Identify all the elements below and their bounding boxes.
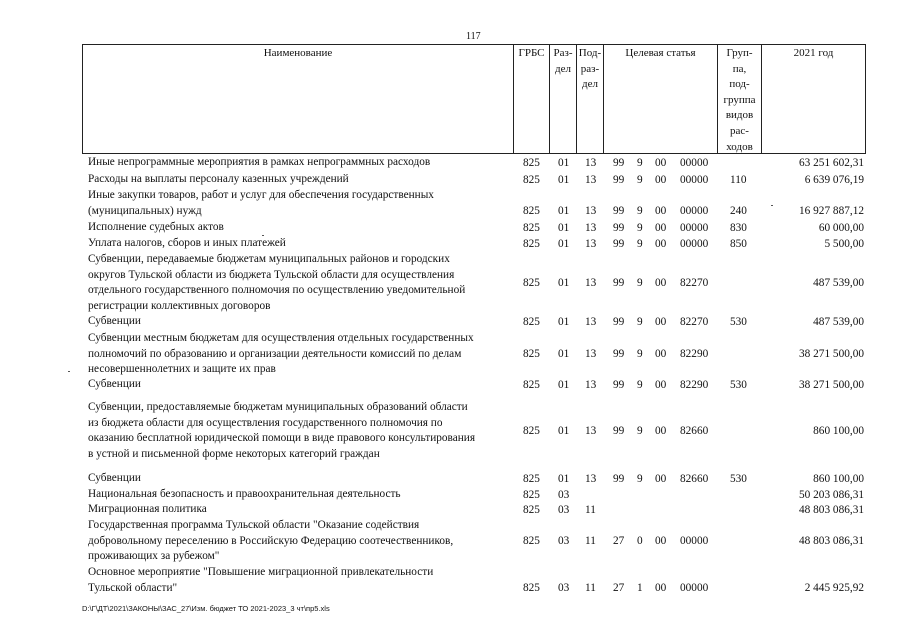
podrazdel-cell: 13 (585, 205, 597, 217)
razdel-cell: 03 (558, 582, 570, 594)
row-name (88, 400, 518, 462)
target-subprogram-cell: 9 (637, 472, 643, 485)
target-subprogram-cell: 9 (637, 276, 643, 289)
amount-cell: 860 100,00 (813, 472, 864, 485)
amount-cell: 860 100,00 (813, 424, 864, 437)
razdel-cell: 01 (558, 424, 570, 437)
row-name-line: из бюджета области для осуществления государственного полномочия по (88, 416, 443, 429)
amount-cell: 16 927 887,12 (799, 205, 864, 217)
target-event-cell: 00 (655, 347, 667, 360)
razdel-cell: 01 (558, 472, 570, 485)
podrazdel-cell: 13 (585, 472, 597, 485)
row-name-line: Субвенции, передаваемые бюджетам муниципальных районов и городских (88, 253, 450, 265)
table-row (82, 471, 866, 487)
target-direction-cell: 82660 (680, 472, 709, 485)
header-name: Наименование (263, 47, 333, 59)
target-program-cell: 99 (613, 221, 625, 234)
grbs-cell: 825 (523, 221, 540, 234)
podrazdel-cell: 13 (585, 378, 597, 391)
row-name-line: Иные закупки товаров, работ и услуг для обеспечения государственных (88, 189, 434, 201)
row-name-line: несовершеннолетних и защите их прав (88, 363, 276, 375)
header-razdel: Раз- дел (549, 45, 576, 153)
target-program-cell: 99 (613, 237, 625, 250)
target-direction-cell: 82290 (680, 347, 709, 360)
target-direction-cell: 00000 (680, 237, 709, 250)
row-name-line: в устной и письменной форме некоторых категорий граждан (88, 447, 380, 460)
target-program-cell: 99 (613, 173, 625, 186)
expense-group-cell: 530 (730, 472, 747, 485)
target-direction-cell: 82270 (680, 315, 709, 328)
target-program-cell: 99 (613, 347, 625, 360)
target-program-cell: 99 (613, 205, 625, 217)
target-direction-cell: 00000 (680, 173, 709, 186)
row-name-line: Миграционная политика (88, 503, 207, 515)
amount-cell: 48 803 086,31 (799, 503, 864, 516)
row-name (88, 471, 518, 487)
row-name-line: Исполнение судебных актов (88, 221, 224, 233)
table-header (82, 44, 866, 154)
amount-cell: 487 539,00 (813, 315, 864, 328)
row-name (88, 487, 518, 503)
target-event-cell: 00 (655, 237, 667, 250)
row-name (88, 236, 518, 252)
row-name (88, 331, 518, 378)
razdel-cell: 03 (558, 534, 570, 547)
grbs-cell: 825 (523, 424, 540, 437)
table-row (82, 188, 866, 219)
target-program-cell: 99 (613, 276, 625, 289)
target-program-cell: 27 (613, 582, 625, 594)
file-path-footer: D:\Г\ДТ\2021\ЗАКОНЫ\ЗАС_27\Изм. бюджет ТО 2021-2023_3 чт\пр5.xls (82, 604, 330, 613)
amount-cell: 6 639 076,19 (804, 173, 864, 186)
table-row (82, 487, 866, 503)
target-subprogram-cell: 0 (637, 534, 643, 547)
razdel-cell: 03 (558, 488, 570, 501)
podrazdel-cell: 13 (585, 173, 597, 186)
expense-group-cell: 240 (730, 205, 747, 217)
page-number: 117 (466, 31, 481, 42)
podrazdel-cell: 13 (585, 276, 597, 289)
amount-cell: 2 445 925,92 (804, 582, 864, 594)
podrazdel-cell: 13 (585, 424, 597, 437)
target-direction-cell: 00000 (680, 205, 709, 217)
target-program-cell: 99 (613, 378, 625, 391)
podrazdel-cell: 13 (585, 315, 597, 328)
razdel-cell: 01 (558, 347, 570, 360)
razdel-cell: 01 (558, 237, 570, 250)
table-row (82, 314, 866, 330)
row-name (88, 518, 518, 565)
row-name (88, 314, 518, 330)
row-name-line: полномочий по образованию и организации деятельности комиссий по делам (88, 347, 462, 360)
row-name-line: Иные непрограммные мероприятия в рамках непрограммных расходов (88, 156, 431, 168)
amount-cell: 5 500,00 (824, 237, 864, 250)
razdel-cell: 01 (558, 156, 570, 169)
grbs-cell: 825 (523, 582, 540, 594)
amount-cell: 38 271 500,00 (799, 378, 864, 391)
target-direction-cell: 00000 (680, 156, 709, 169)
amount-cell: 487 539,00 (813, 276, 864, 289)
razdel-cell: 03 (558, 503, 570, 516)
grbs-cell: 825 (523, 205, 540, 217)
razdel-cell: 01 (558, 378, 570, 391)
grbs-cell: 825 (523, 472, 540, 485)
table-row (82, 377, 866, 393)
amount-cell: 48 803 086,31 (799, 534, 864, 547)
target-program-cell: 99 (613, 424, 625, 437)
target-direction-cell: 82270 (680, 276, 709, 289)
target-subprogram-cell: 9 (637, 237, 643, 250)
target-subprogram-cell: 9 (637, 205, 643, 217)
grbs-cell: 825 (523, 237, 540, 250)
grbs-cell: 825 (523, 488, 540, 501)
amount-cell: 38 271 500,00 (799, 347, 864, 360)
row-name-line: Субвенции местным бюджетам для осуществления отдельных государственных (88, 332, 474, 344)
row-name-line: (муниципальных) нужд (88, 204, 202, 217)
scan-speck (68, 371, 70, 372)
row-name-line: Субвенции (88, 378, 141, 390)
row-name-line: проживающих за рубежом" (88, 550, 220, 562)
row-name-line: Государственная программа Тульской области "Оказание содействия (88, 519, 420, 531)
row-name-line: добровольному переселению в Российскую Федерацию соотечественников, (88, 534, 454, 547)
row-name (88, 220, 518, 236)
target-event-cell: 00 (655, 156, 667, 169)
target-direction-cell: 00000 (680, 582, 709, 594)
expense-group-cell: 830 (730, 221, 747, 234)
row-name (88, 252, 518, 314)
target-subprogram-cell: 9 (637, 378, 643, 391)
podrazdel-cell: 13 (585, 237, 597, 250)
target-event-cell: 00 (655, 472, 667, 485)
grbs-cell: 825 (523, 156, 540, 169)
podrazdel-cell: 13 (585, 156, 597, 169)
target-direction-cell: 00000 (680, 534, 709, 547)
grbs-cell: 825 (523, 315, 540, 328)
scan-speck (771, 205, 773, 206)
row-name-line: Субвенции, предоставляемые бюджетам муниципальных образований области (88, 401, 468, 413)
row-name (88, 565, 518, 596)
target-event-cell: 00 (655, 276, 667, 289)
row-name (88, 172, 518, 188)
target-event-cell: 00 (655, 424, 667, 437)
target-program-cell: 27 (613, 534, 625, 547)
podrazdel-cell: 13 (585, 347, 597, 360)
target-subprogram-cell: 9 (637, 221, 643, 234)
header-grbs: ГРБС (513, 45, 549, 153)
target-event-cell: 00 (655, 173, 667, 186)
row-name (88, 188, 518, 219)
row-name-line: Расходы на выплаты персоналу казенных учреждений (88, 173, 349, 185)
target-subprogram-cell: 9 (637, 315, 643, 328)
expense-group-cell: 850 (730, 237, 747, 250)
table-row (82, 518, 866, 565)
grbs-cell: 825 (523, 378, 540, 391)
podrazdel-cell: 11 (585, 582, 596, 594)
row-name (88, 155, 518, 171)
table-row (82, 400, 866, 462)
table-row (82, 502, 866, 518)
target-event-cell: 00 (655, 534, 667, 547)
target-program-cell: 99 (613, 315, 625, 328)
grbs-cell: 825 (523, 276, 540, 289)
row-name-line: регистрации коллективных договоров (88, 299, 271, 312)
row-name (88, 502, 518, 518)
table-row (82, 172, 866, 188)
razdel-cell: 01 (558, 221, 570, 234)
amount-cell: 50 203 086,31 (799, 488, 864, 501)
target-subprogram-cell: 9 (637, 347, 643, 360)
grbs-cell: 825 (523, 347, 540, 360)
expense-group-cell: 530 (730, 315, 747, 328)
header-podrazdel: Под- раз- дел (576, 45, 603, 153)
row-name-line: оказанию бесплатной юридической помощи в виде правового консультирования (88, 432, 476, 444)
podrazdel-cell: 13 (585, 221, 597, 234)
target-direction-cell: 00000 (680, 221, 709, 234)
header-year: 2021 год (761, 45, 865, 153)
row-name-line: отдельного государственного полномочия по осуществлению уведомительной (88, 284, 466, 296)
row-name-line: Субвенции (88, 315, 141, 327)
table-row (82, 155, 866, 171)
target-program-cell: 99 (613, 472, 625, 485)
header-group: Груп- па, под- группа видов рас- ходов (717, 45, 761, 153)
target-direction-cell: 82290 (680, 378, 709, 391)
expense-group-cell: 110 (730, 173, 747, 186)
target-event-cell: 00 (655, 582, 667, 594)
razdel-cell: 01 (558, 173, 570, 186)
row-name-line: Основное мероприятие "Повышение миграционной привлекательности (88, 566, 434, 578)
target-event-cell: 00 (655, 378, 667, 391)
target-subprogram-cell: 1 (637, 582, 643, 594)
table-row (82, 331, 866, 378)
table-row (82, 252, 866, 314)
row-name-line: Субвенции (88, 472, 141, 484)
table-row (82, 565, 866, 596)
scan-speck (262, 235, 264, 236)
target-subprogram-cell: 9 (637, 424, 643, 437)
target-event-cell: 00 (655, 221, 667, 234)
podrazdel-cell: 11 (585, 503, 596, 516)
target-event-cell: 00 (655, 205, 667, 217)
amount-cell: 63 251 602,31 (799, 156, 864, 169)
row-name-line: Тульской области" (88, 581, 178, 594)
table-row (82, 236, 866, 252)
target-direction-cell: 82660 (680, 424, 709, 437)
amount-cell: 60 000,00 (818, 221, 864, 234)
target-subprogram-cell: 9 (637, 173, 643, 186)
grbs-cell: 825 (523, 503, 540, 516)
expense-group-cell: 530 (730, 378, 747, 391)
row-name-line: Уплата налогов, сборов и иных платежей (88, 237, 286, 249)
razdel-cell: 01 (558, 276, 570, 289)
grbs-cell: 825 (523, 173, 540, 186)
target-event-cell: 00 (655, 315, 667, 328)
target-subprogram-cell: 9 (637, 156, 643, 169)
razdel-cell: 01 (558, 205, 570, 217)
razdel-cell: 01 (558, 315, 570, 328)
header-target: Целевая статья (603, 45, 717, 153)
target-program-cell: 99 (613, 156, 625, 169)
row-name (88, 377, 518, 393)
podrazdel-cell: 11 (585, 534, 596, 547)
grbs-cell: 825 (523, 534, 540, 547)
table-row (82, 220, 866, 236)
row-name-line: округов Тульской области из бюджета Тульской области для осуществления (88, 268, 455, 281)
row-name-line: Национальная безопасность и правоохранительная деятельность (88, 488, 401, 500)
